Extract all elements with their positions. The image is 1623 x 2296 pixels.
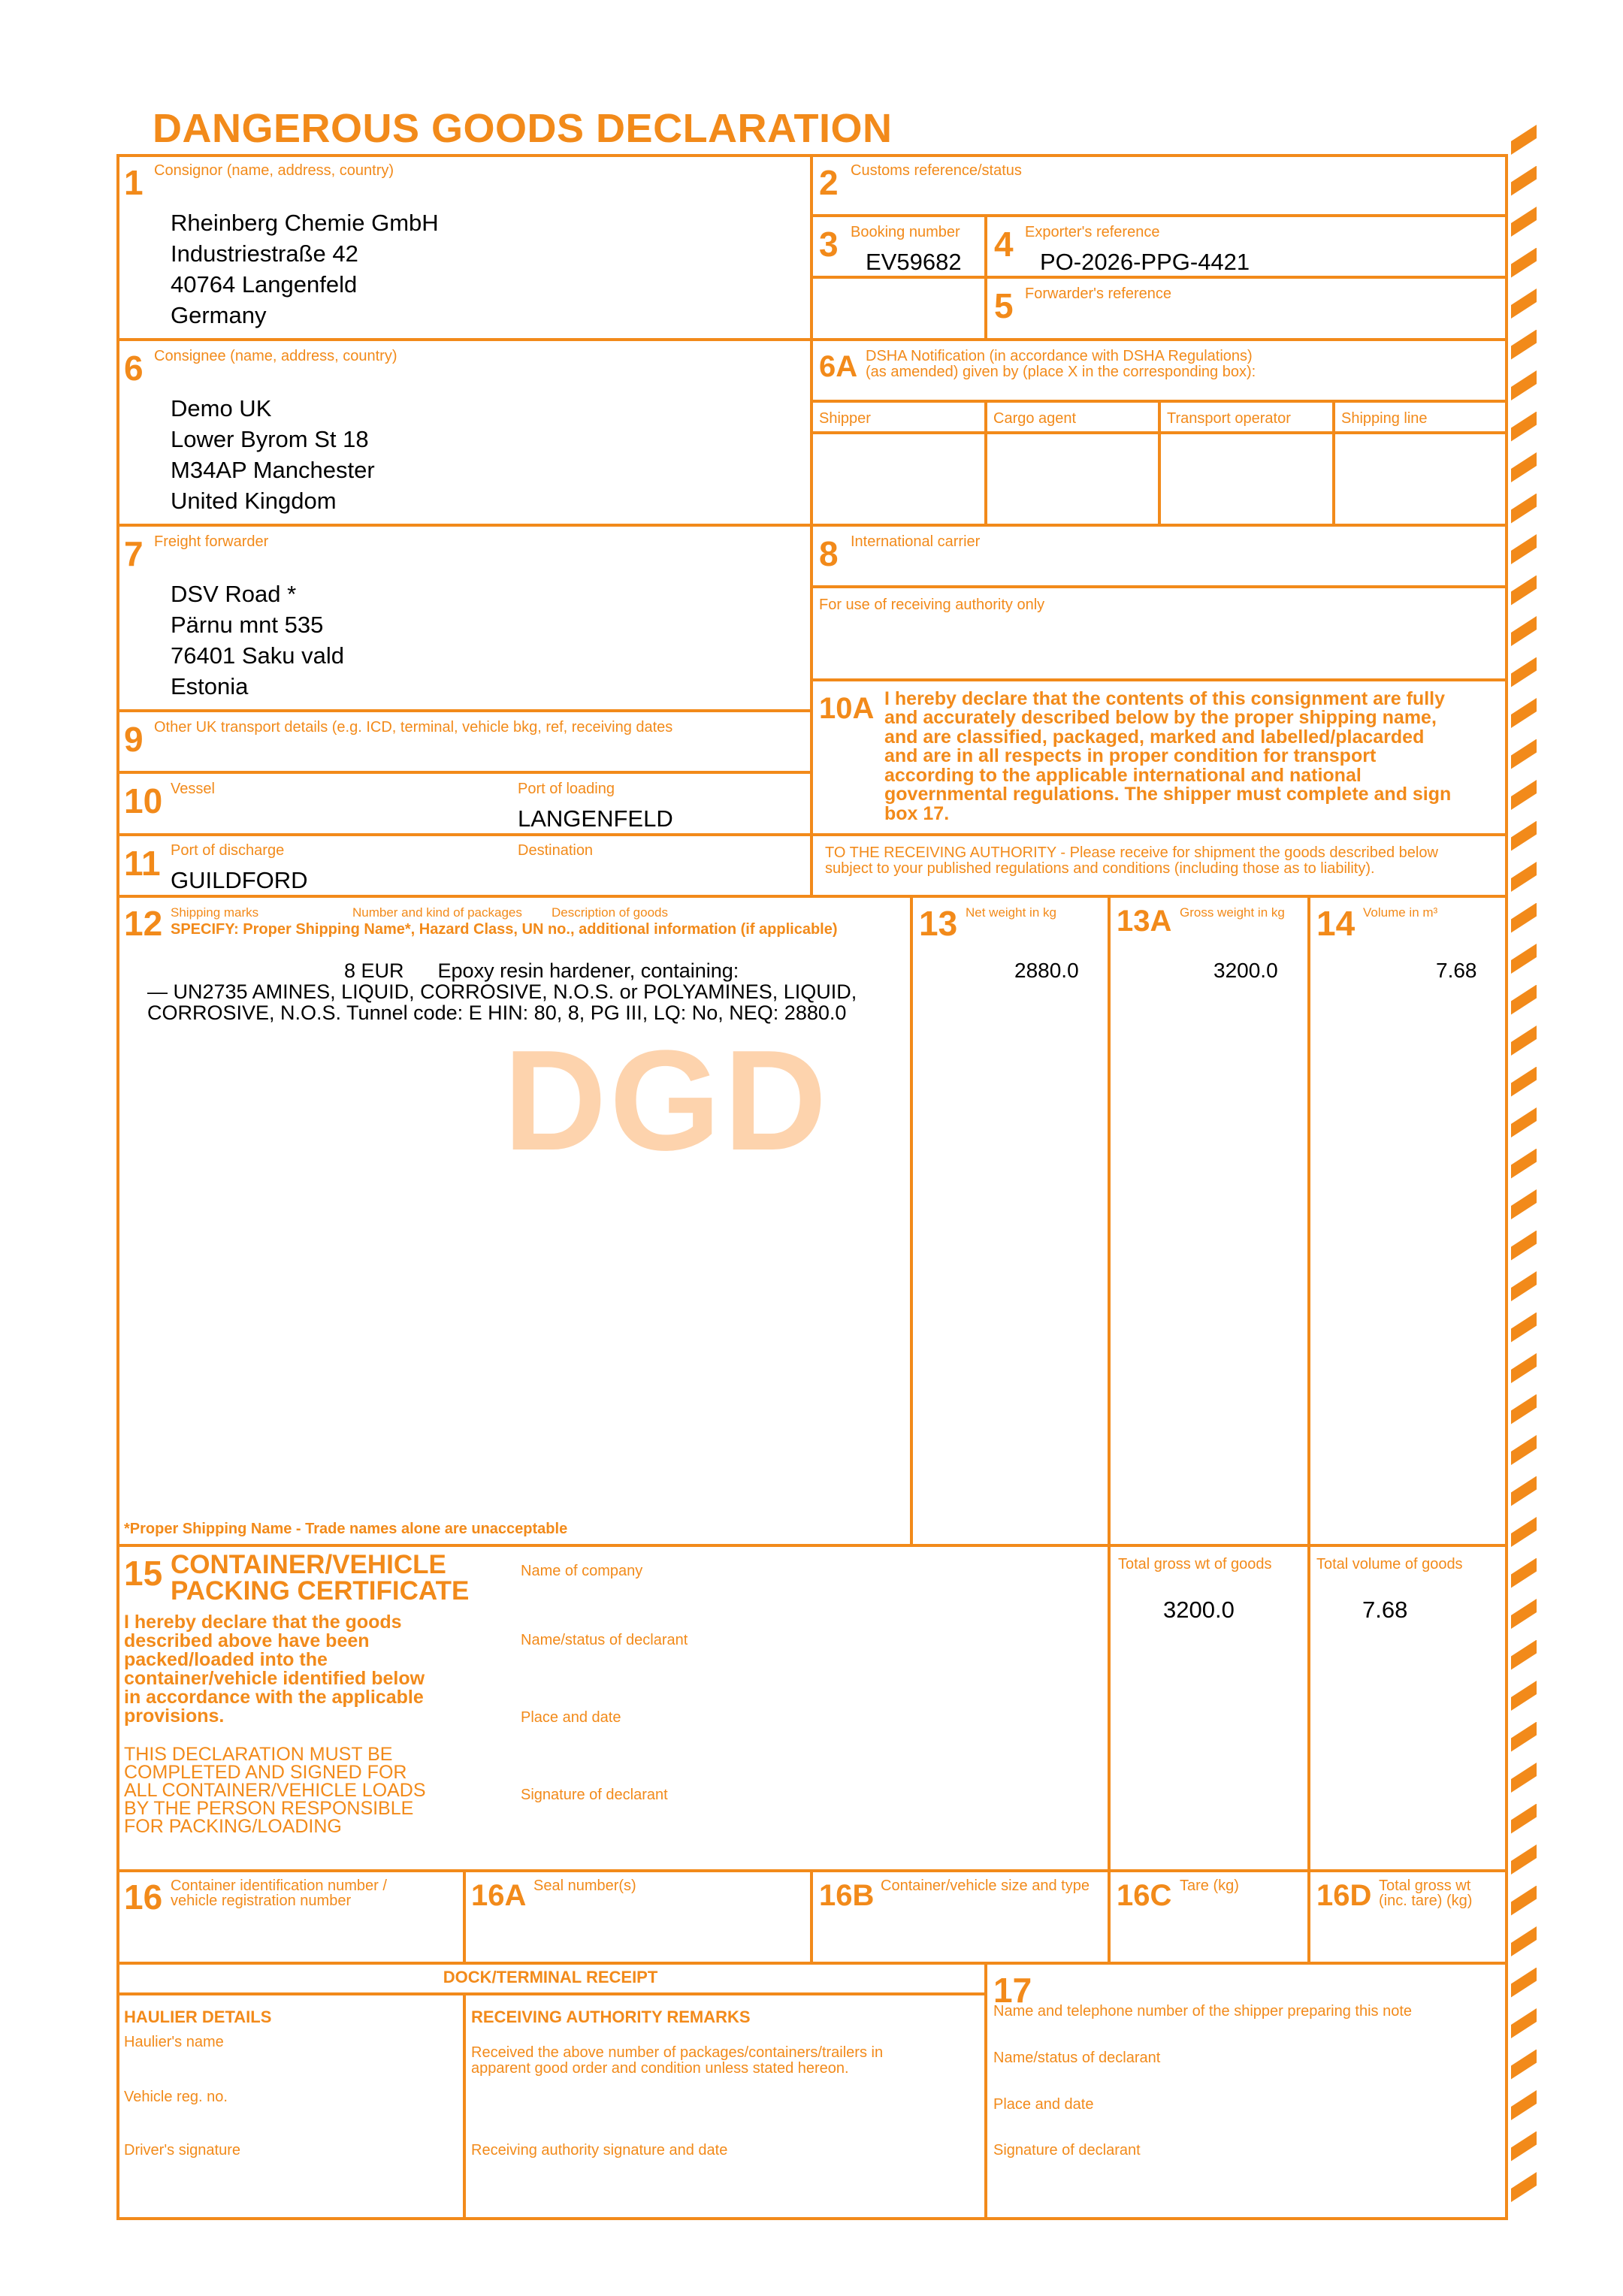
declaration-line: and accurately described below by the proper shipping name, — [884, 707, 1437, 728]
hazard-stripe — [1511, 1844, 1537, 1875]
net-weight-value: 2880.0 — [1014, 959, 1079, 982]
divider — [1108, 895, 1111, 1869]
other-uk-transport-label: Other UK transport details (e.g. ICD, terminal, vehicle bkg, ref, receiving dates — [154, 719, 673, 736]
box-number: 6 — [124, 349, 144, 388]
hazard-stripe — [1511, 2008, 1537, 2038]
declarant-signature-label: Signature of declarant — [521, 1787, 668, 1803]
box-number: 16D — [1316, 1879, 1372, 1912]
divider — [984, 400, 987, 524]
hazard-stripe — [1511, 1353, 1537, 1383]
hazard-stripe — [1511, 125, 1537, 155]
haulier-name-label: Haulier's name — [124, 2034, 224, 2050]
place-and-date-label: Place and date — [993, 2096, 1094, 2113]
total-gross-inc-tare-label: (inc. tare) (kg) — [1379, 1893, 1473, 1909]
forwarders-reference-label: Forwarder's reference — [1025, 285, 1171, 302]
remarks-text: apparent good order and condition unless stated hereon. — [471, 2060, 849, 2077]
vehicle-reg-label: Vehicle reg. no. — [124, 2089, 228, 2105]
box-number: 14 — [1316, 904, 1356, 943]
divider — [984, 214, 987, 338]
declaration-line: described above have been — [124, 1630, 370, 1651]
notice-line: BY THE PERSON RESPONSIBLE — [124, 1798, 414, 1819]
hazard-stripe — [1511, 494, 1537, 524]
freight-forwarder-label: Freight forwarder — [154, 533, 269, 550]
description-label: Description of goods — [552, 905, 668, 920]
declarant-status-label: Name/status of declarant — [521, 1632, 688, 1648]
hazard-stripe — [1511, 739, 1537, 769]
declarant-status-label: Name/status of declarant — [993, 2050, 1161, 2066]
volume-value: 7.68 — [1436, 959, 1477, 982]
box-number: 4 — [994, 225, 1014, 264]
packing-certificate-heading: CONTAINER/VEHICLE — [171, 1550, 446, 1579]
hazard-stripe — [1511, 1640, 1537, 1670]
notice-line: COMPLETED AND SIGNED FOR — [124, 1762, 407, 1783]
receiving-authority-notice: TO THE RECEIVING AUTHORITY - Please receive for shipment the goods described below — [825, 844, 1438, 861]
haulier-details-heading: HAULIER DETAILS — [124, 2007, 272, 2026]
declaration-line: governmental regulations. The shipper must complete and sign — [884, 784, 1452, 805]
receiving-authority-notice: subject to your published regulations and conditions (including those as to liability). — [825, 860, 1375, 877]
divider — [810, 585, 1508, 588]
hazard-stripe — [1511, 2131, 1537, 2162]
driver-signature-label: Driver's signature — [124, 2142, 240, 2159]
goods-description — [147, 960, 908, 1023]
box-number: 13A — [1117, 905, 1172, 938]
hazard-stripe — [1511, 944, 1537, 974]
divider — [116, 895, 1508, 898]
packing-certificate-heading: PACKING CERTIFICATE — [171, 1576, 470, 1606]
shipper-contact-label: Name and telephone number of the shipper preparing this note — [993, 2003, 1413, 2020]
divider — [810, 214, 1508, 217]
hazard-stripe — [1511, 1763, 1537, 1793]
divider — [1332, 400, 1335, 524]
hazard-stripe — [1511, 370, 1537, 400]
declaration-line: I hereby declare that the contents of this consignment are fully — [884, 688, 1445, 709]
hazard-stripe — [1511, 1149, 1537, 1179]
hazard-stripe — [1511, 1271, 1537, 1301]
hazard-stripe — [1511, 289, 1537, 319]
specify-label: SPECIFY: Proper Shipping Name*, Hazard Class, UN no., additional information (if applicable) — [171, 921, 838, 938]
hazard-stripe — [1511, 1394, 1537, 1424]
hazard-stripe — [1511, 1476, 1537, 1506]
hazard-stripe — [1511, 1722, 1537, 1752]
hazard-stripe — [1511, 657, 1537, 687]
dock-terminal-receipt-heading: DOCK/TERMINAL RECEIPT — [443, 1968, 658, 1986]
port-of-discharge-value: GUILDFORD — [171, 867, 308, 893]
hazard-stripes — [1508, 120, 1538, 2224]
dsha-label: (as amended) given by (place X in the corresponding box): — [866, 364, 1256, 380]
hazard-stripe — [1511, 1313, 1537, 1343]
dsha-cargo-agent-column: Cargo agent — [993, 410, 1077, 427]
exporters-reference-label: Exporter's reference — [1025, 224, 1160, 240]
hazard-stripe — [1511, 1804, 1537, 1834]
dgd-watermark: DGD — [503, 1021, 830, 1180]
total-gross-weight-label: Total gross wt of goods — [1118, 1556, 1272, 1572]
container-id-label: vehicle registration number — [171, 1893, 352, 1909]
declaration-line: and are in all respects in proper condition for transport — [884, 745, 1377, 766]
hazard-stripe — [1511, 1558, 1537, 1588]
seal-number-label: Seal number(s) — [533, 1878, 636, 1894]
hazard-stripe — [1511, 616, 1537, 646]
exporters-reference-value: PO-2026-PPG-4421 — [1040, 249, 1250, 275]
dsha-shipping-line-column: Shipping line — [1341, 410, 1428, 427]
goods-row: 8 EUR Epoxy resin hardener, containing: — [344, 959, 739, 982]
form-title: DANGEROUS GOODS DECLARATION — [153, 106, 893, 151]
gross-weight-value: 3200.0 — [1213, 959, 1278, 982]
hazard-stripe — [1511, 1107, 1537, 1137]
hazard-stripe — [1511, 1231, 1537, 1261]
hazard-stripe — [1511, 2050, 1537, 2080]
receiving-authority-signature-label: Receiving authority signature and date — [471, 2142, 728, 2159]
notice-line: THIS DECLARATION MUST BE — [124, 1744, 393, 1765]
hazard-stripe — [1511, 1026, 1537, 1056]
hazard-stripe — [1511, 248, 1537, 278]
port-of-discharge-label: Port of discharge — [171, 842, 285, 859]
declaration-line: provisions. — [124, 1705, 225, 1727]
divider — [116, 771, 810, 774]
shipping-marks-label: Shipping marks — [171, 905, 259, 920]
box-number: 15 — [124, 1554, 163, 1593]
tare-label: Tare (kg) — [1180, 1878, 1239, 1894]
divider — [463, 1992, 466, 2220]
box-number: 3 — [819, 225, 839, 264]
address-line: Estonia — [171, 673, 249, 699]
divider — [1307, 895, 1310, 1962]
address-line: 40764 Langenfeld — [171, 271, 358, 298]
address-line: Germany — [171, 302, 267, 328]
divider — [116, 1962, 1508, 1965]
box-number: 2 — [819, 163, 839, 202]
goods-row: — UN2735 AMINES, LIQUID, CORROSIVE, N.O.S. or POLYAMINES, LIQUID, — [147, 980, 857, 1003]
proper-shipping-name-footnote: *Proper Shipping Name - Trade names alone are unacceptable — [124, 1521, 568, 1537]
address-line: Lower Byrom St 18 — [171, 426, 369, 452]
hazard-stripe — [1511, 903, 1537, 933]
hazard-stripe — [1511, 207, 1537, 237]
hazard-stripe — [1511, 985, 1537, 1015]
divider — [910, 895, 913, 1544]
hazard-stripe — [1511, 780, 1537, 810]
hazard-stripe — [1511, 1968, 1537, 1998]
goods-row: CORROSIVE, N.O.S. Tunnel code: E HIN: 80, 8, PG III, LQ: No, NEQ: 2880.0 — [147, 1001, 847, 1024]
declaration-line: in accordance with the applicable — [124, 1687, 424, 1708]
hazard-stripe — [1511, 862, 1537, 892]
remarks-text: Received the above number of packages/containers/trailers in — [471, 2044, 884, 2061]
declaration-line: and are classified, packaged, marked and labelled/placarded — [884, 727, 1425, 748]
total-gross-inc-tare-label: Total gross wt — [1379, 1878, 1471, 1894]
volume-label: Volume in m³ — [1363, 905, 1438, 920]
divider — [810, 678, 1508, 681]
packages-label: Number and kind of packages — [352, 905, 522, 920]
divider — [116, 1544, 1508, 1547]
booking-number-value: EV59682 — [866, 249, 962, 275]
declaration-line: box 17. — [884, 803, 950, 824]
address-line: DSV Road * — [171, 581, 297, 607]
box-number: 17 — [993, 1971, 1032, 2010]
declaration-line: packed/loaded into the — [124, 1649, 328, 1670]
total-volume-label: Total volume of goods — [1316, 1556, 1463, 1572]
international-carrier-label: International carrier — [851, 533, 981, 550]
booking-number-label: Booking number — [851, 224, 960, 240]
box-number: 12 — [124, 904, 163, 943]
port-of-loading-label: Port of loading — [518, 781, 615, 797]
box-number: 16B — [819, 1879, 875, 1912]
box-number: 16C — [1117, 1879, 1172, 1912]
address-line: Rheinberg Chemie GmbH — [171, 210, 439, 236]
hazard-stripe — [1511, 412, 1537, 442]
hazard-stripe — [1511, 698, 1537, 728]
container-size-type-label: Container/vehicle size and type — [881, 1878, 1090, 1894]
hazard-stripe — [1511, 1517, 1537, 1547]
hazard-stripe — [1511, 1189, 1537, 1219]
divider — [1158, 400, 1161, 524]
place-and-date-label: Place and date — [521, 1709, 621, 1726]
declaration-line: I hereby declare that the goods — [124, 1612, 402, 1633]
hazard-stripe — [1511, 1681, 1537, 1711]
notice-line: FOR PACKING/LOADING — [124, 1816, 342, 1837]
address-line: Industriestraße 42 — [171, 240, 358, 267]
box-number: 13 — [919, 904, 958, 943]
address-line: 76401 Saku vald — [171, 642, 344, 669]
divider — [116, 1992, 984, 1995]
box-number: 16A — [471, 1879, 527, 1912]
divider — [463, 1869, 466, 1962]
net-weight-label: Net weight in kg — [966, 905, 1056, 920]
box-number: 6A — [819, 350, 858, 383]
box-number: 1 — [124, 163, 144, 202]
address-line: M34AP Manchester — [171, 457, 375, 483]
hazard-stripe — [1511, 1435, 1537, 1465]
hazard-stripe — [1511, 1067, 1537, 1097]
box-number: 9 — [124, 720, 144, 759]
box-number: 10 — [124, 781, 163, 820]
box-number: 11 — [124, 844, 161, 883]
port-of-loading-value: LANGENFELD — [518, 805, 673, 832]
notice-line: ALL CONTAINER/VEHICLE LOADS — [124, 1780, 426, 1801]
customs-reference-label: Customs reference/status — [851, 162, 1022, 179]
total-gross-weight-value: 3200.0 — [1163, 1597, 1235, 1623]
divider — [116, 524, 1508, 527]
box-number: 7 — [124, 534, 144, 573]
hazard-stripe — [1511, 2172, 1537, 2202]
address-line: Demo UK — [171, 395, 272, 421]
divider — [116, 338, 1508, 341]
destination-label: Destination — [518, 842, 594, 859]
hazard-stripe — [1511, 330, 1537, 360]
hazard-stripe — [1511, 1886, 1537, 1916]
consignee-label: Consignee (name, address, country) — [154, 348, 397, 364]
address-line: Pärnu mnt 535 — [171, 612, 324, 638]
box-number: 10A — [819, 692, 875, 725]
box-number: 5 — [994, 286, 1014, 325]
divider — [1108, 1869, 1111, 1962]
address-line: United Kingdom — [171, 488, 337, 514]
container-id-label: Container identification number / — [171, 1878, 387, 1894]
dsha-shipper-column: Shipper — [819, 410, 871, 427]
hazard-stripe — [1511, 821, 1537, 851]
receiving-authority-use-label: For use of receiving authority only — [819, 597, 1045, 613]
box-number: 8 — [819, 534, 839, 573]
hazard-stripe — [1511, 166, 1537, 196]
consignor-label: Consignor (name, address, country) — [154, 162, 394, 179]
dsha-transport-operator-column: Transport operator — [1167, 410, 1291, 427]
hazard-stripe — [1511, 1599, 1537, 1629]
declaration-line: container/vehicle identified below — [124, 1668, 425, 1689]
declaration-line: according to the applicable international and national — [884, 765, 1362, 786]
hazard-stripe — [1511, 1926, 1537, 1956]
divider — [810, 1869, 813, 1962]
total-volume-value: 7.68 — [1362, 1597, 1408, 1623]
hazard-stripe — [1511, 576, 1537, 606]
hazard-stripe — [1511, 2090, 1537, 2120]
vessel-label: Vessel — [171, 781, 215, 797]
company-name-label: Name of company — [521, 1563, 643, 1579]
dsha-label: DSHA Notification (in accordance with DSHA Regulations) — [866, 348, 1253, 364]
divider — [116, 709, 810, 712]
receiving-authority-remarks-heading: RECEIVING AUTHORITY REMARKS — [471, 2007, 751, 2026]
divider — [984, 1962, 987, 2220]
hazard-stripe — [1511, 452, 1537, 482]
gross-weight-label: Gross weight in kg — [1180, 905, 1285, 920]
box-number: 16 — [124, 1878, 163, 1917]
hazard-stripe — [1511, 534, 1537, 564]
divider — [116, 833, 1508, 836]
declarant-signature-label: Signature of declarant — [993, 2142, 1141, 2159]
